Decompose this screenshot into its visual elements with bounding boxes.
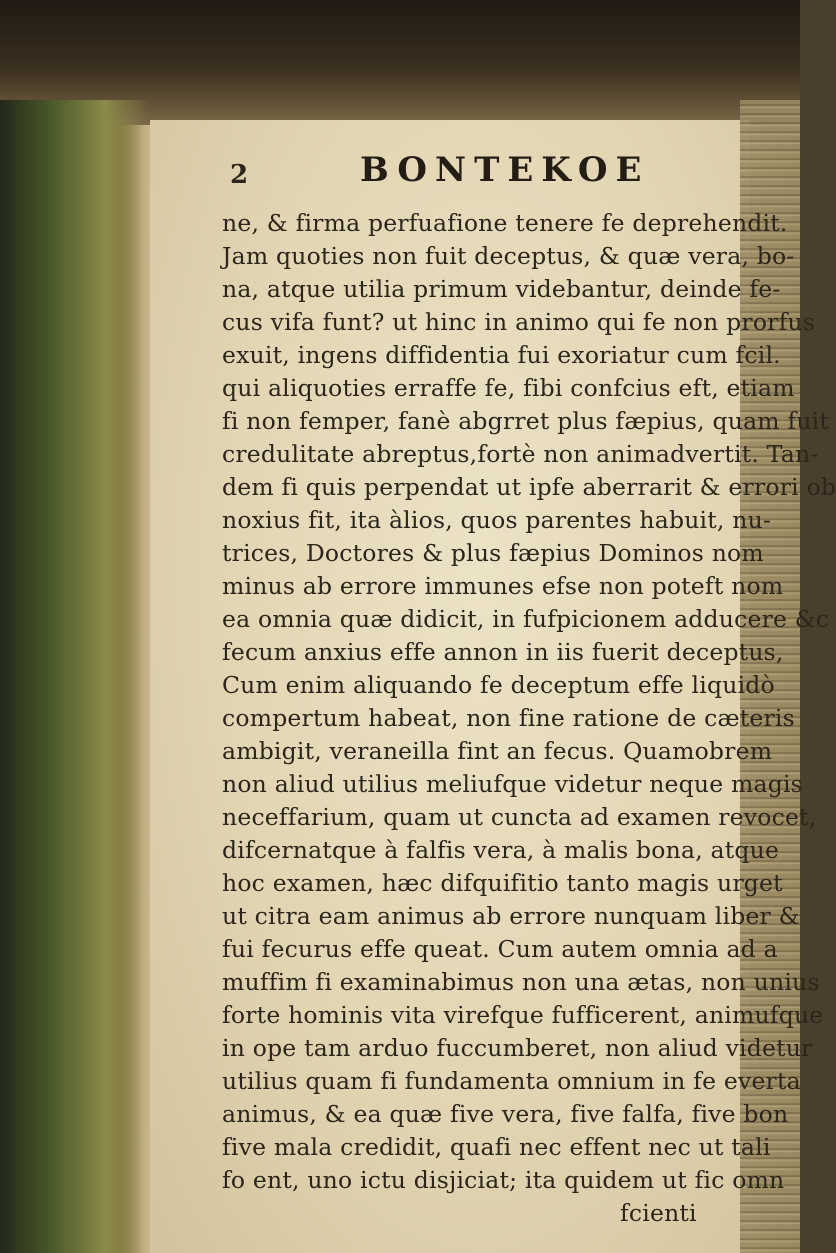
text-line: fi non femper, fanè abgrret plus fæpius, quam fuit	[222, 407, 830, 435]
running-header: BONTEKOE	[360, 150, 650, 190]
text-line: noxius fit, ita àlios, quos parentes habuit, nu-	[222, 506, 772, 534]
text-line: ne, & firma perfuafione tenere fe deprehendit.	[222, 209, 788, 237]
text-line: dem fi quis perpendat ut ipfe aberrarit & errori ob	[222, 473, 836, 501]
text-line: fecum anxius effe annon in iis fuerit deceptus,	[222, 638, 784, 666]
text-line: ea omnia quæ didicit, in fufpicionem adducere &c	[222, 605, 830, 633]
text-line: fui fecurus effe queat. Cum autem omnia ad a	[222, 935, 778, 963]
text-line: minus ab errore immunes efse non poteft nom	[222, 572, 784, 600]
text-line: na, atque utilia primum videbantur, deinde fe-	[222, 275, 781, 303]
text-line: animus, & ea quæ five vera, five falfa, five bon	[222, 1100, 789, 1128]
text-line: neceffarium, quam ut cuncta ad examen revocet,	[222, 803, 817, 831]
text-line: qui aliquoties erraffe fe, fibi confcius eft, etiam	[222, 374, 795, 402]
text-line: hoc examen, hæc difquifitio tanto magis urget	[222, 869, 783, 897]
text-line: fo ent, uno ictu disjiciat; ita quidem ut fic omn	[222, 1166, 785, 1194]
text-line: ut citra eam animus ab errore nunquam liber &	[222, 902, 800, 930]
text-line: credulitate abreptus,fortè non animadvertit. Tan-	[222, 440, 819, 468]
text-line: compertum habeat, non fine ratione de cæteris	[222, 704, 795, 732]
text-line: in ope tam arduo fuccumberet, non aliud videtur	[222, 1034, 813, 1062]
text-line: forte hominis vita virefque fufficerent, animufque	[222, 1001, 824, 1029]
text-line: Jam quoties non fuit deceptus, & quæ vera, bo-	[222, 242, 795, 270]
catchword: fcienti	[620, 1199, 697, 1227]
text-line: utilius quam fi fundamenta omnium in fe everta	[222, 1067, 801, 1095]
text-line: difcernatque à falfis vera, à malis bona, atque	[222, 836, 780, 864]
text-line: five mala credidit, quafi nec effent nec ut tali	[222, 1133, 771, 1161]
text-line: non aliud utilius meliufque videtur neque magis	[222, 770, 803, 798]
text-line: ambigit, veraneilla fint an fecus. Quamobrem	[222, 737, 773, 765]
text-line: Cum enim aliquando fe deceptum effe liquidò	[222, 671, 775, 699]
page-number: 2	[230, 160, 249, 190]
text-line: cus vifa funt? ut hinc in animo qui fe non prorfus	[222, 308, 816, 336]
text-line: trices, Doctores & plus fæpius Dominos nom	[222, 539, 764, 567]
text-line: exuit, ingens diffidentia fui exoriatur cum fcil.	[222, 341, 781, 369]
text-line: muffim fi examinabimus non una ætas, non unius	[222, 968, 820, 996]
